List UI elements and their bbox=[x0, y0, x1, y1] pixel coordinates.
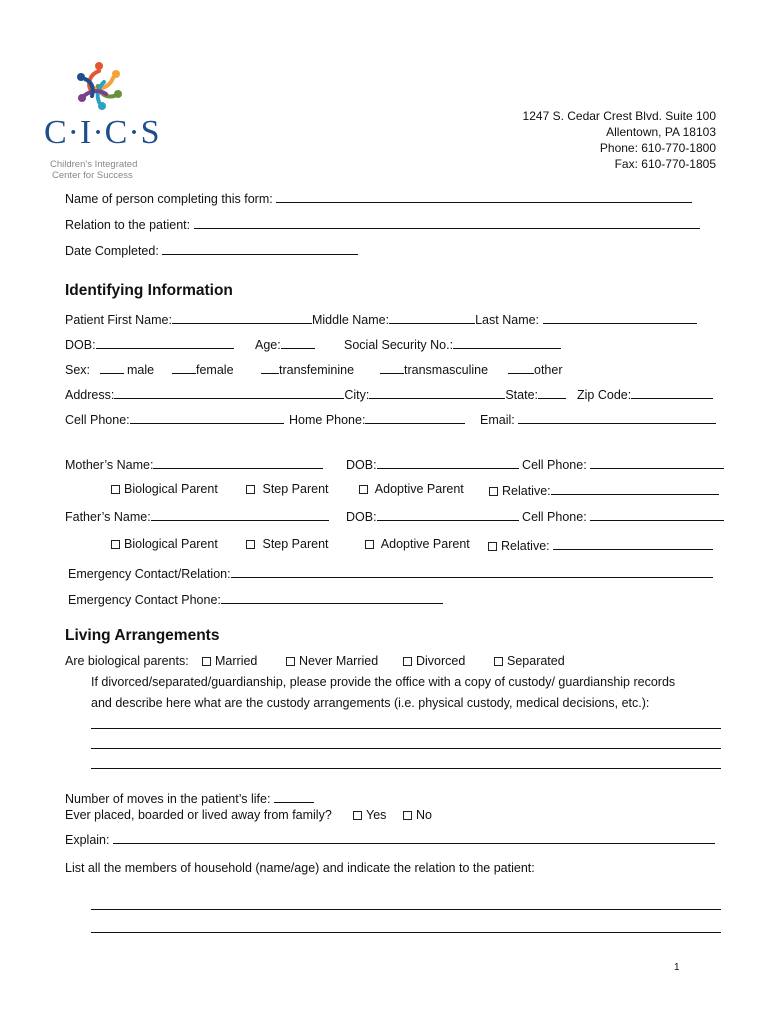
household-prompt: List all the members of household (name/age) and indicate the relation to the patient: bbox=[65, 861, 535, 875]
mother-relative-option[interactable] bbox=[489, 482, 719, 498]
household-answer-line[interactable] bbox=[91, 909, 721, 910]
living-heading: Living Arrangements bbox=[65, 627, 220, 644]
other-label: other bbox=[534, 363, 563, 377]
city-field[interactable] bbox=[369, 386, 505, 399]
divorced-label: Divorced bbox=[416, 654, 466, 668]
age-group bbox=[255, 336, 315, 352]
separated-option[interactable] bbox=[494, 654, 565, 668]
custody-instructions-2: and describe here what are the custody arrangements (i.e. physical custody, medical decisions, etc.): bbox=[91, 696, 650, 710]
identifying-heading: Identifying Information bbox=[65, 282, 233, 299]
bio-parent-label: Biological Parent bbox=[124, 482, 218, 496]
logo-subtitle-1: Children's Integrated bbox=[50, 159, 138, 170]
emergency-contact-field[interactable] bbox=[231, 565, 713, 578]
phone-line: Phone: 610-770-1800 bbox=[599, 141, 716, 155]
father-row bbox=[65, 508, 329, 524]
step-parent-label: Step Parent bbox=[262, 482, 329, 496]
mother-relative-field[interactable] bbox=[551, 482, 719, 495]
email-label: Email: bbox=[480, 413, 515, 427]
placed-row bbox=[65, 808, 332, 822]
transmasculine-group bbox=[380, 361, 488, 377]
emergency-contact-label: Emergency Contact/Relation: bbox=[68, 567, 231, 581]
zip-label: Zip Code: bbox=[577, 388, 632, 402]
address-line: Allentown, PA 18103 bbox=[606, 125, 716, 139]
logo-mark-icon bbox=[72, 58, 126, 112]
checkbox-icon[interactable] bbox=[111, 540, 120, 549]
home-phone-label: Home Phone: bbox=[289, 413, 366, 427]
father-cell-field[interactable] bbox=[590, 508, 724, 521]
ssn-group bbox=[344, 336, 561, 352]
zip-field[interactable] bbox=[631, 386, 713, 399]
mother-dob-field[interactable] bbox=[377, 456, 519, 469]
never-married-option[interactable] bbox=[286, 654, 378, 668]
mother-dob-group bbox=[346, 456, 724, 472]
fax-line: Fax: 610-770-1805 bbox=[614, 157, 716, 171]
male-label: male bbox=[126, 363, 155, 377]
father-dob-field[interactable] bbox=[377, 508, 519, 521]
mother-step-option[interactable] bbox=[246, 482, 329, 496]
placed-no-option[interactable] bbox=[403, 808, 432, 822]
never-married-label: Never Married bbox=[299, 654, 379, 668]
father-relative-option[interactable] bbox=[488, 537, 713, 553]
bio-parents-question bbox=[65, 654, 189, 668]
checkbox-icon[interactable] bbox=[403, 657, 412, 666]
page-number: 1 bbox=[674, 962, 680, 973]
date-completed-row bbox=[65, 242, 358, 258]
transfeminine-group bbox=[261, 361, 354, 377]
zip-group bbox=[577, 386, 713, 402]
adoptive-parent-label: Adoptive Parent bbox=[380, 537, 470, 551]
address-line: 1247 S. Cedar Crest Blvd. Suite 100 bbox=[522, 109, 716, 123]
checkbox-icon[interactable] bbox=[246, 540, 255, 549]
father-relative-field[interactable] bbox=[553, 537, 713, 550]
divorced-option[interactable] bbox=[403, 654, 465, 668]
state-label: State: bbox=[505, 388, 539, 402]
checkbox-icon[interactable] bbox=[403, 811, 412, 820]
first-name-field[interactable] bbox=[172, 311, 312, 324]
ssn-label: Social Security No.: bbox=[344, 338, 454, 352]
bio-parent-label: Biological Parent bbox=[124, 537, 218, 551]
fathers-name-field[interactable] bbox=[151, 508, 329, 521]
married-option[interactable] bbox=[202, 654, 257, 668]
emergency-contact-row bbox=[68, 565, 713, 581]
email-group bbox=[480, 411, 716, 427]
address-field[interactable] bbox=[114, 386, 344, 399]
other-group bbox=[508, 361, 563, 377]
emergency-phone-field[interactable] bbox=[221, 591, 443, 604]
patient-name-row bbox=[65, 311, 697, 327]
household-answer-line[interactable] bbox=[91, 932, 721, 933]
checkbox-icon[interactable] bbox=[286, 657, 295, 666]
emergency-phone-row bbox=[68, 591, 443, 607]
checkbox-icon[interactable] bbox=[359, 485, 368, 494]
mother-cell-label: Cell Phone: bbox=[522, 458, 587, 472]
emergency-phone-label: Emergency Contact Phone: bbox=[68, 593, 221, 607]
father-bio-option[interactable] bbox=[111, 537, 218, 551]
mothers-name-field[interactable] bbox=[153, 456, 323, 469]
mother-adoptive-option[interactable] bbox=[359, 482, 464, 496]
address-label: Address: bbox=[65, 388, 115, 402]
custody-answer-line[interactable] bbox=[91, 728, 721, 729]
father-adoptive-option[interactable] bbox=[365, 537, 470, 551]
last-name-field[interactable] bbox=[543, 311, 697, 324]
separated-label: Separated bbox=[507, 654, 565, 668]
relative-label: Relative: bbox=[501, 539, 550, 553]
dob-field[interactable] bbox=[96, 336, 234, 349]
last-name-label: Last Name: bbox=[475, 313, 540, 327]
yes-label: Yes bbox=[366, 808, 387, 822]
cell-phone-label: Cell Phone: bbox=[65, 413, 130, 427]
custody-answer-line[interactable] bbox=[91, 768, 721, 769]
custody-instructions-1: If divorced/separated/guardianship, please provide the office with a copy of custody/ guardianship records bbox=[91, 675, 676, 689]
date-completed-field[interactable] bbox=[162, 242, 358, 255]
dob-row bbox=[65, 336, 234, 352]
checkbox-icon[interactable] bbox=[365, 540, 374, 549]
father-step-option[interactable] bbox=[246, 537, 329, 551]
female-group bbox=[172, 361, 234, 377]
name-completing-label: Name of person completing this form: bbox=[65, 192, 273, 206]
middle-name-field[interactable] bbox=[389, 311, 475, 324]
mother-bio-option[interactable] bbox=[111, 482, 218, 496]
transmasculine-blank[interactable] bbox=[380, 361, 404, 374]
relation-field[interactable] bbox=[194, 216, 700, 229]
male-blank[interactable] bbox=[100, 361, 124, 374]
fathers-name-label: Father’s Name: bbox=[65, 510, 151, 524]
transmasculine-label: transmasculine bbox=[404, 363, 489, 377]
female-blank[interactable] bbox=[172, 361, 196, 374]
mothers-name-label: Mother’s Name: bbox=[65, 458, 154, 472]
placed-yes-option[interactable] bbox=[353, 808, 386, 822]
mother-cell-field[interactable] bbox=[590, 456, 724, 469]
name-completing-row bbox=[65, 190, 692, 206]
moves-row bbox=[65, 790, 314, 806]
adoptive-parent-label: Adoptive Parent bbox=[374, 482, 464, 496]
first-name-label: Patient First Name: bbox=[65, 313, 172, 327]
logo-name: C·I·C·S bbox=[44, 114, 161, 151]
transfeminine-blank[interactable] bbox=[261, 361, 279, 374]
married-label: Married bbox=[215, 654, 258, 668]
father-dob-label: DOB: bbox=[346, 510, 377, 524]
phone-row bbox=[65, 411, 284, 427]
female-label: female bbox=[196, 363, 234, 377]
home-phone-group bbox=[289, 411, 465, 427]
name-completing-field[interactable] bbox=[276, 190, 692, 203]
dob-label: DOB: bbox=[65, 338, 96, 352]
checkbox-icon[interactable] bbox=[494, 657, 503, 666]
explain-field[interactable] bbox=[113, 831, 715, 844]
age-field[interactable] bbox=[281, 336, 315, 349]
step-parent-label: Step Parent bbox=[262, 537, 329, 551]
checkbox-icon[interactable] bbox=[353, 811, 362, 820]
custody-answer-line[interactable] bbox=[91, 748, 721, 749]
explain-row bbox=[65, 831, 715, 847]
checkbox-icon[interactable] bbox=[246, 485, 255, 494]
logo-subtitle-2: Center for Success bbox=[52, 170, 133, 181]
checkbox-icon[interactable] bbox=[111, 485, 120, 494]
checkbox-icon[interactable] bbox=[489, 487, 498, 496]
email-field[interactable] bbox=[518, 411, 716, 424]
mother-dob-label: DOB: bbox=[346, 458, 377, 472]
sex-row bbox=[65, 361, 154, 377]
age-label: Age: bbox=[255, 338, 281, 352]
explain-label: Explain: bbox=[65, 833, 110, 847]
city-label: City: bbox=[344, 388, 370, 402]
father-dob-group bbox=[346, 508, 724, 524]
transfeminine-label: transfeminine bbox=[279, 363, 355, 377]
relation-row bbox=[65, 216, 700, 232]
father-cell-label: Cell Phone: bbox=[522, 510, 587, 524]
checkbox-icon[interactable] bbox=[488, 542, 497, 551]
moves-field[interactable] bbox=[274, 790, 314, 803]
address-row bbox=[65, 386, 566, 402]
relation-label: Relation to the patient: bbox=[65, 218, 191, 232]
checkbox-icon[interactable] bbox=[202, 657, 211, 666]
no-label: No bbox=[416, 808, 432, 822]
relative-label: Relative: bbox=[502, 484, 551, 498]
mother-row bbox=[65, 456, 323, 472]
office-address bbox=[523, 108, 716, 172]
bio-parents-label: Are biological parents: bbox=[65, 654, 189, 668]
home-phone-field[interactable] bbox=[365, 411, 465, 424]
cell-phone-field[interactable] bbox=[130, 411, 284, 424]
state-field[interactable] bbox=[538, 386, 566, 399]
ssn-field[interactable] bbox=[453, 336, 561, 349]
other-blank[interactable] bbox=[508, 361, 534, 374]
moves-label: Number of moves in the patient’s life: bbox=[65, 792, 271, 806]
middle-name-label: Middle Name: bbox=[311, 313, 390, 327]
date-completed-label: Date Completed: bbox=[65, 244, 159, 258]
sex-label: Sex: bbox=[65, 363, 91, 377]
placed-label: Ever placed, boarded or lived away from family? bbox=[65, 808, 332, 822]
